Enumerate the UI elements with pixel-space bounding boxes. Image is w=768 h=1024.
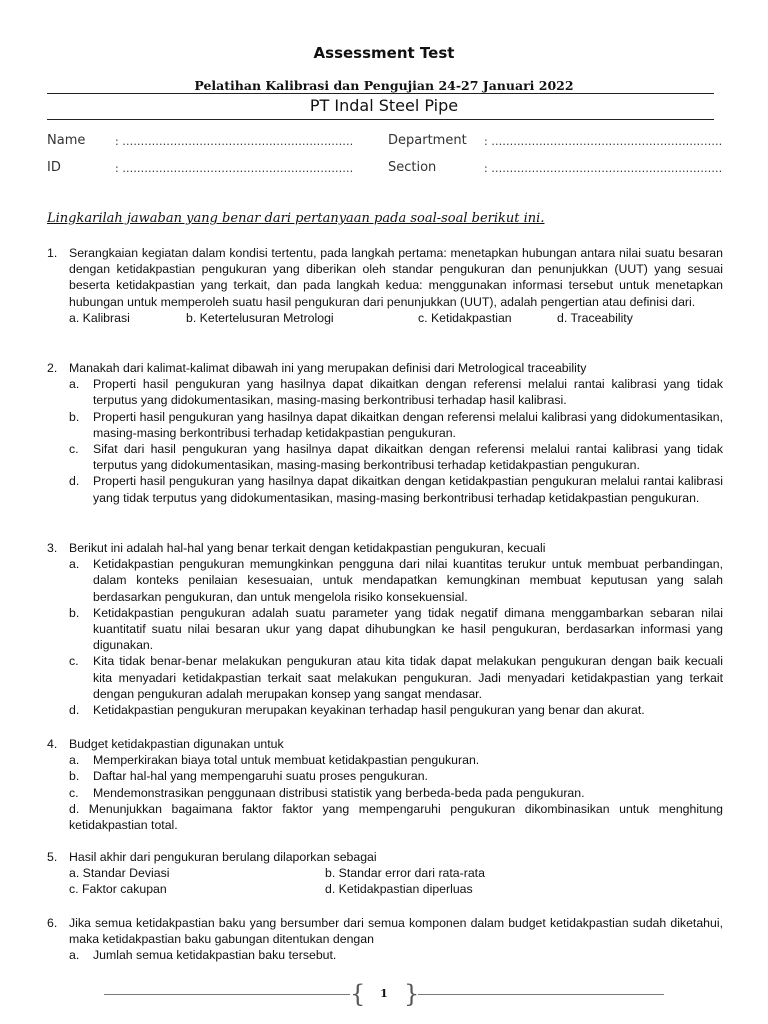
department-field[interactable]	[388, 133, 723, 148]
option-text: Jumlah semua ketidakpastian baku tersebut.	[93, 948, 337, 963]
option-text: Daftar hal-hal yang mempengaruhi suatu proses pengukuran.	[93, 769, 428, 784]
option-d[interactable]: d. Ketidakpastian diperluas	[325, 882, 473, 897]
footer-bracket-left: {	[350, 980, 366, 1008]
instruction-text: Lingkarilah jawaban yang benar dari pertanyaan pada soal-soal berikut ini.	[47, 211, 545, 226]
option-a[interactable]: a. Standar Deviasi	[69, 866, 170, 881]
option-c[interactable]	[69, 441, 723, 473]
company-name: PT Indal Steel Pipe	[309, 96, 459, 115]
option-a[interactable]	[69, 752, 723, 768]
id-blank[interactable]: : ………………………………………………………	[115, 162, 354, 175]
bottom-rule	[47, 119, 714, 120]
option-b[interactable]	[69, 768, 723, 784]
question-stem: Hasil akhir dari pengukuran berulang dilaporkan sebagai	[69, 850, 377, 864]
question-number: 5.	[47, 850, 58, 864]
question-stem: Budget ketidakpastian digunakan untuk	[69, 737, 284, 751]
option-text: Properti hasil pengukuran yang hasilnya dapat dikaitkan dengan referensi melalui kalibrasi yang didokumentasikan, masing-masing berkontribusi terhadap ketidakpastian pengukuran.	[93, 409, 723, 440]
option-text: Mendemonstrasikan penggunaan distribusi statistik yang berbeda-beda pada pengukuran.	[93, 785, 585, 800]
id-label: ID	[47, 160, 61, 175]
option-letter: d.	[69, 474, 80, 489]
option-text: Memperkirakan biaya total untuk membuat ketidakpastian pengukuran.	[93, 753, 480, 768]
name-field[interactable]	[47, 133, 354, 148]
question-number: 1.	[47, 246, 58, 260]
question-number: 4.	[47, 737, 58, 751]
training-subtitle: Pelatihan Kalibrasi dan Pengujian 24-27 Januari 2022	[194, 78, 574, 93]
option-d[interactable]: d. Menunjukkan bagaimana faktor faktor yang mempengaruhi pengukuran dikombinasikan untuk menghitung ketidakpastian total.	[69, 801, 723, 833]
question-4	[47, 736, 723, 833]
id-field[interactable]	[47, 160, 354, 175]
option-a[interactable]	[69, 376, 723, 408]
question-1	[47, 245, 723, 326]
footer-line-left	[104, 994, 350, 995]
top-rule	[47, 93, 714, 94]
question-6	[47, 915, 723, 964]
question-number: 3.	[47, 541, 58, 555]
option-c[interactable]	[69, 653, 723, 702]
option-letter: d.	[69, 703, 80, 718]
option-b[interactable]: b. Standar error dari rata-rata	[325, 866, 485, 881]
question-stem: Manakah dari kalimat-kalimat dibawah ini yang merupakan definisi dari Metrological traceability	[69, 361, 587, 375]
option-text: Kita tidak benar-benar melakukan pengukuran atau kita tidak dapat melakukan pengukuran dengan baik kecuali kita menyadari ketidakpastian terkait saat melakukan pengukuran. Jadi menyadari ketidakpastian yang terkait dengan pengukuran adalah merupakan konsep yang sangat mendasar.	[93, 654, 723, 701]
option-text: Properti hasil pengukuran yang hasilnya dapat dikaitkan dengan ketidakpastian pengukuran melalui rantai kalibrasi yang tidak terputus yang didokumentasikan, masing-masing berkontribusi terhadap ketidakpastian pengukuran.	[93, 474, 723, 505]
option-letter: a.	[69, 557, 80, 572]
option-d[interactable]	[69, 702, 723, 718]
option-c[interactable]: c. Faktor cakupan	[69, 882, 167, 897]
question-stem: Serangkaian kegiatan dalam kondisi tertentu, pada langkah pertama: menetapkan hubungan antara nilai suatu besaran dengan ketidakpastian pengukuran yang diberikan oleh standar pengukuran dan penunjukkan (UUT) yang sesuai beserta ketidakpastian yang terkait, dan pada langkah kedua: menggunakan informasi tersebut untuk menetapkan hubungan untuk memperoleh suatu hasil pengukuran dari penunjukkan (UUT), adalah pengertian atau definisi dari.	[69, 246, 723, 309]
option-letter: b.	[69, 605, 80, 620]
option-b[interactable]	[69, 605, 723, 654]
question-number: 6.	[47, 916, 58, 930]
option-letter: c.	[69, 442, 79, 457]
option-text: Properti hasil pengukuran yang hasilnya dapat dikaitkan dengan referensi melalui rantai kalibrasi yang tidak terputus yang didokumentasikan, masing-masing berkontribusi terhadap hasil kalibrasi.	[93, 377, 723, 408]
question-number: 2.	[47, 361, 58, 375]
option-row	[69, 881, 723, 897]
option-b[interactable]	[69, 409, 723, 441]
option-row	[69, 865, 723, 881]
option-a[interactable]	[69, 947, 723, 963]
option-text: Ketidakpastian pengukuran adalah suatu parameter yang tidak negatif dimana menggambarkan sebaran nilai kuantitatif suatu nilai besaran ukur yang dapat dihubungkan ke hasil pengukuran, berdasarkan informasi yang digunakan.	[93, 605, 723, 653]
option-letter: c.	[69, 785, 79, 800]
option-c[interactable]	[69, 785, 723, 801]
option-letter: a.	[69, 753, 80, 768]
option-letter: b.	[69, 409, 80, 424]
question-2	[47, 360, 723, 506]
option-d[interactable]: d. Traceability	[557, 310, 633, 325]
option-a[interactable]: a. Kalibrasi	[69, 310, 130, 325]
option-text: Ketidakpastian pengukuran merupakan keyakinan terhadap hasil pengukuran yang benar dan akurat.	[93, 703, 645, 718]
option-letter: b.	[69, 769, 80, 784]
option-letter: c.	[69, 654, 79, 669]
department-label: Department	[388, 133, 467, 148]
name-blank[interactable]: : ………………………………………………………	[115, 135, 354, 148]
option-d[interactable]	[69, 473, 723, 505]
option-c[interactable]: c. Ketidakpastian	[418, 310, 512, 325]
question-stem: Berikut ini adalah hal-hal yang benar terkait dengan ketidakpastian pengukuran, kecuali	[69, 541, 546, 555]
option-letter: a.	[69, 377, 80, 392]
option-text: Ketidakpastian pengukuran memungkinkan pengguna dari nilai kuantitas terukur untuk membuat perbandingan, dalam konteks penilaian kesesuaian, untuk mendapatkan kemungkinan membuat keputusan yang salah berdasarkan pengukuran, dan untuk mengelola risiko konsekuensial.	[93, 557, 723, 604]
option-row	[69, 310, 723, 326]
section-blank[interactable]: : ………………………………………………………	[484, 162, 723, 175]
option-b[interactable]: b. Ketertelusuran Metrologi	[186, 310, 334, 325]
footer-bracket-right: }	[404, 980, 420, 1008]
question-5	[47, 849, 723, 898]
question-stem: Jika semua ketidakpastian baku yang bersumber dari semua komponen dalam budget ketidakpastian sudah diketahui, maka ketidakpastian baku gabungan ditentukan dengan	[69, 916, 723, 947]
question-3	[47, 540, 723, 718]
option-a[interactable]	[69, 556, 723, 605]
page-number: 1	[380, 987, 388, 1000]
option-text: Sifat dari hasil pengukuran yang hasilnya dapat dikaitkan dengan referensi melalui rantai kalibrasi yang tidak terputus yang didokumentasikan, masing-masing berkontribusi terhadap ketidakpastian pengukuran.	[93, 442, 723, 473]
department-blank[interactable]: : ………………………………………………………	[484, 135, 723, 148]
section-field[interactable]	[388, 160, 723, 175]
footer-line-right	[418, 994, 664, 995]
section-label: Section	[388, 160, 437, 175]
page-title: Assessment Test	[313, 44, 455, 62]
name-label: Name	[47, 133, 86, 148]
option-letter: a.	[69, 948, 80, 963]
